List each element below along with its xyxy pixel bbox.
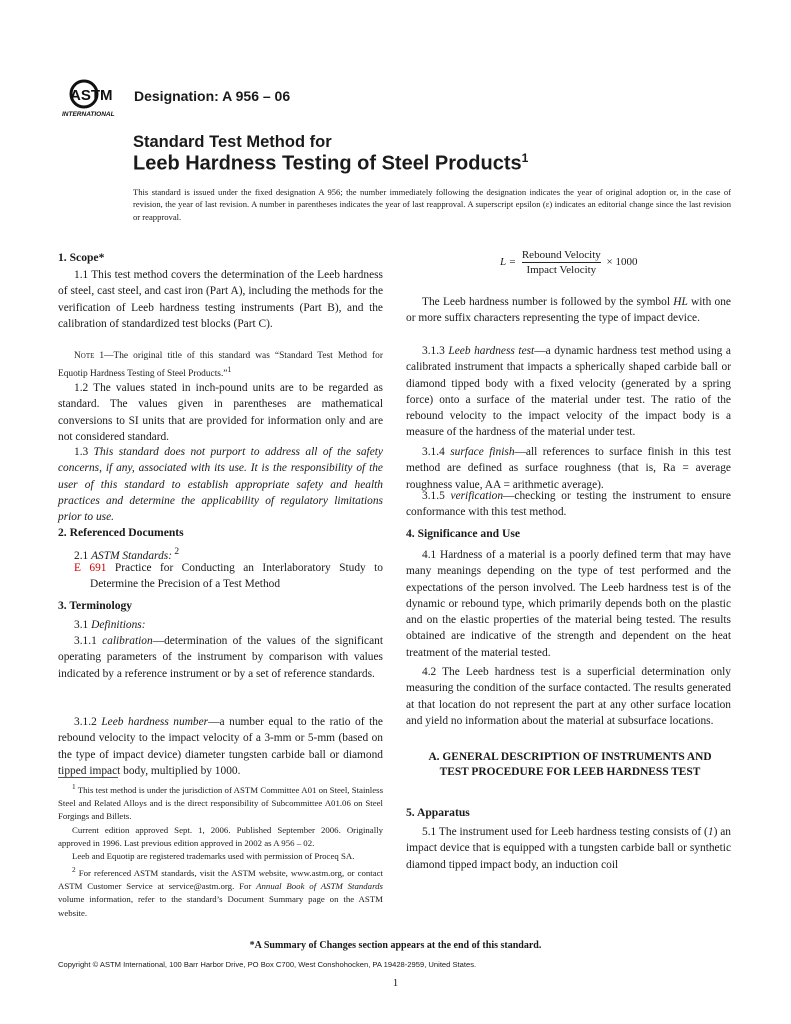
footnote-rule xyxy=(58,777,118,778)
para-1-2: 1.2 The values stated in inch-pound units are to be regarded as standard. The values given in parentheses are mathematical conversions to SI units that are provided for information only and are not considered standard. xyxy=(58,382,383,443)
summary-of-changes-note: *A Summary of Changes section appears at the end of this standard. xyxy=(249,940,542,951)
para-3-1-5: 3.1.5 verification—checking or testing the instrument to ensure conformance with this test method. xyxy=(406,490,731,519)
para-4-1: 4.1 Hardness of a material is a poorly defined term that may have many meanings depending on the type of test performed and the expectations of the person involved. The Leeb hardness test is of the dynamic or rebound type, which primarily depends both on the plastic and on the elastic properties of the material being tested. The results obtained are indicative of the strength and dependent on the heat treatment of the material tested. xyxy=(406,549,731,659)
leeb-formula: L = $\frac{\text{Rebound Velocity}}{\text{Impact Velocity}}$ × 1000 xyxy=(500,249,638,276)
title-line-1: Standard Test Method for xyxy=(133,133,332,151)
para-4-2: 4.2 The Leeb hardness test is a superficial determination only measuring the condition of the surface contacted. The results generated at that location do not represent the part at any other surface location and yield no information about the material at subsurface locations. xyxy=(406,666,731,727)
designation: Designation: A 956 – 06 xyxy=(134,88,291,104)
para-5-1: 5.1 The instrument used for Leeb hardness testing consists of (1) an impact device that is equipped with a tungsten carbide ball or synthetic diamond tipped impact body, an induction coil xyxy=(406,826,731,871)
footnote-2: $^2$ For referenced ASTM standards, visit the ASTM website, www.astm.org, or contact ASTM Customer Service at service@astm.org. For Annual Book of ASTM Standards volume information, refer to the standard’s Document Summary page on the ASTM website. xyxy=(58,865,384,918)
apparatus-heading: 5. Apparatus xyxy=(406,806,470,819)
ref-link-e691[interactable]: E 691 xyxy=(74,562,107,574)
abstract: This standard is issued under the fixed designation A 956; the number immediately following the designation indicates the year of original adoption or, in the case of revision, the year of last revision. A number in parentheses indicates the year of last reapproval. A superscript epsilon (ε) indicates an editorial change since the last revision or reapproval. xyxy=(133,187,731,222)
footnote-1b: Current edition approved Sept. 1, 2006. Published September 2006. Originally approved in 1996. Last previous edition approved in 2002 as A 956 – 02. xyxy=(58,824,383,848)
copyright: Copyright © ASTM International, 100 Barr Harbor Drive, PO Box C700, West Conshohocken, PA 19428-2959, United States. xyxy=(58,960,477,969)
reference-e691: E 691 Practice for Conducting an Interlaboratory Study to Determine the Precision of a Test Method xyxy=(74,562,383,591)
terminology-heading: 3. Terminology xyxy=(58,599,133,612)
para-3-1-3: 3.1.3 Leeb hardness test—a dynamic hardness test method using a calibrated instrument that impacts a spherically shaped carbide ball or diamond tipped body with a fixed velocity (generated by a spring force) onto a surface of the material under test. The ratio of the rebound velocity to the impact velocity of the impact body is a measure of the hardness of the material under test. xyxy=(406,345,731,439)
svg-text:INTERNATIONAL: INTERNATIONAL xyxy=(62,111,115,118)
page-number: 1 xyxy=(392,977,399,989)
footnotes xyxy=(58,780,383,920)
significance-heading: 4. Significance and Use xyxy=(406,527,521,540)
footnote-1: $^1$ This test method is under the jurisdiction of ASTM Committee A01 on Steel, Stainless Steel and Related Alloys and is the direct responsibility of Subcommittee A01.06 on Steel Forgings and Billets. xyxy=(58,782,384,822)
svg-text:ASTM: ASTM xyxy=(70,87,113,104)
title-line-2: Leeb Hardness Testing of Steel Products$^1$ xyxy=(133,151,529,175)
para-2-1: 2.1 ASTM Standards: $^2$ xyxy=(74,547,180,562)
refdocs-heading: 2. Referenced Documents xyxy=(58,526,184,539)
astm-logo xyxy=(62,78,126,118)
note-1: Note 1—The original title of this standard was “Standard Test Method for Equotip Hardness Testing of Steel Products.”$^1$ xyxy=(58,351,383,380)
para-3-1-4: 3.1.4 surface finish—all references to surface finish in this test method are defined as surface roughness (that is, Ra = average roughness value, AA = arithmetic average). xyxy=(406,446,731,491)
footnote-1c: Leeb and Equotip are registered trademarks used with permission of Proceq SA. xyxy=(72,850,355,861)
para-3-1: 3.1 Definitions: xyxy=(74,619,146,631)
para-hl-symbol: The Leeb hardness number is followed by the symbol HL with one or more suffix characters representing the type of impact device. xyxy=(406,296,731,325)
para-3-1-2: 3.1.2 Leeb hardness number—a number equal to the ratio of the rebound velocity to the impact velocity of a 3-mm or 5-mm (based on the type of impact device) diameter tungsten carbide ball or diamond tipped impact body, multiplied by 1000. xyxy=(58,716,383,777)
para-3-1-1: 3.1.1 calibration—determination of the values of the significant operating parameters of the instrument by comparison with values indicated by a reference instrument or by a set of reference standards. xyxy=(58,635,383,680)
para-1-3: 1.3 This standard does not purport to address all of the safety concerns, if any, associated with its use. It is the responsibility of the user of this standard to establish appropriate safety and health practices and determine the applicability of regulatory limitations prior to use. xyxy=(58,446,383,524)
part-a-heading: A. GENERAL DESCRIPTION OF INSTRUMENTS AND TEST PROCEDURE FOR LEEB HARDNESS TEST xyxy=(428,751,712,778)
scope-heading: 1. Scope* xyxy=(58,251,105,264)
para-1-1: 1.1 This test method covers the determination of the Leeb hardness of steel, cast steel, and cast iron (Part A), including the methods for the verification of Leeb hardness testing instruments (Part B), and the calibration of standardized test blocks (Part C). xyxy=(58,269,383,330)
